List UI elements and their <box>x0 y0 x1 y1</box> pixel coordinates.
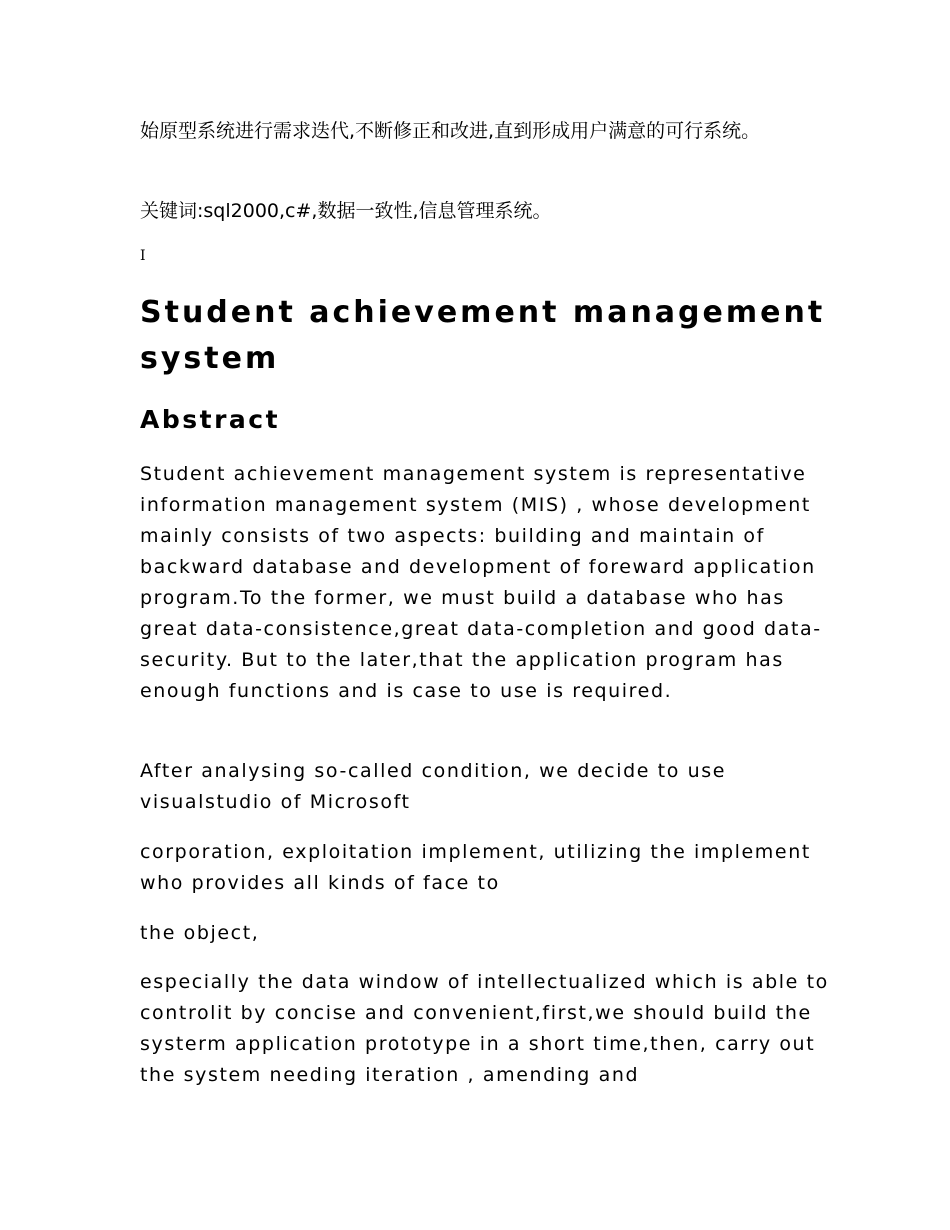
chinese-keywords: 关键词:sql2000,c#,数据一致性,信息管理系统。 <box>140 200 552 222</box>
abstract-paragraph-5: especially the data window of intellectualized which is able to controlit by concise and convenient,first,we should build the systerm application prototype in a short time,then, carry out the system needing iteration , amending and <box>140 971 829 1086</box>
chinese-intro-text: 始原型系统进行需求迭代,不断修正和改进,直到形成用户满意的可行系统。 <box>140 120 761 142</box>
document-title: Student achievement management system <box>140 295 826 376</box>
abstract-paragraph-2: After analysing so-called condition, we decide to use visualstudio of Microsoft <box>140 760 727 813</box>
abstract-paragraph-3: corporation, exploitation implement, utilizing the implement who provides all kinds of face to <box>140 841 811 894</box>
abstract-paragraph-1: Student achievement management system is representative information management system (MIS) , whose development mainly consists of two aspects: building and maintain of backward database and development of foreward application program.To the former, we must build a database who has great data-consistence,great data-completion and good data-security. But to the later,that the application program has enough functions and is case to use is required. <box>140 463 822 702</box>
page-number-marker: I <box>140 248 146 264</box>
abstract-heading: Abstract <box>140 405 281 434</box>
abstract-paragraph-4: the object, <box>140 922 260 944</box>
